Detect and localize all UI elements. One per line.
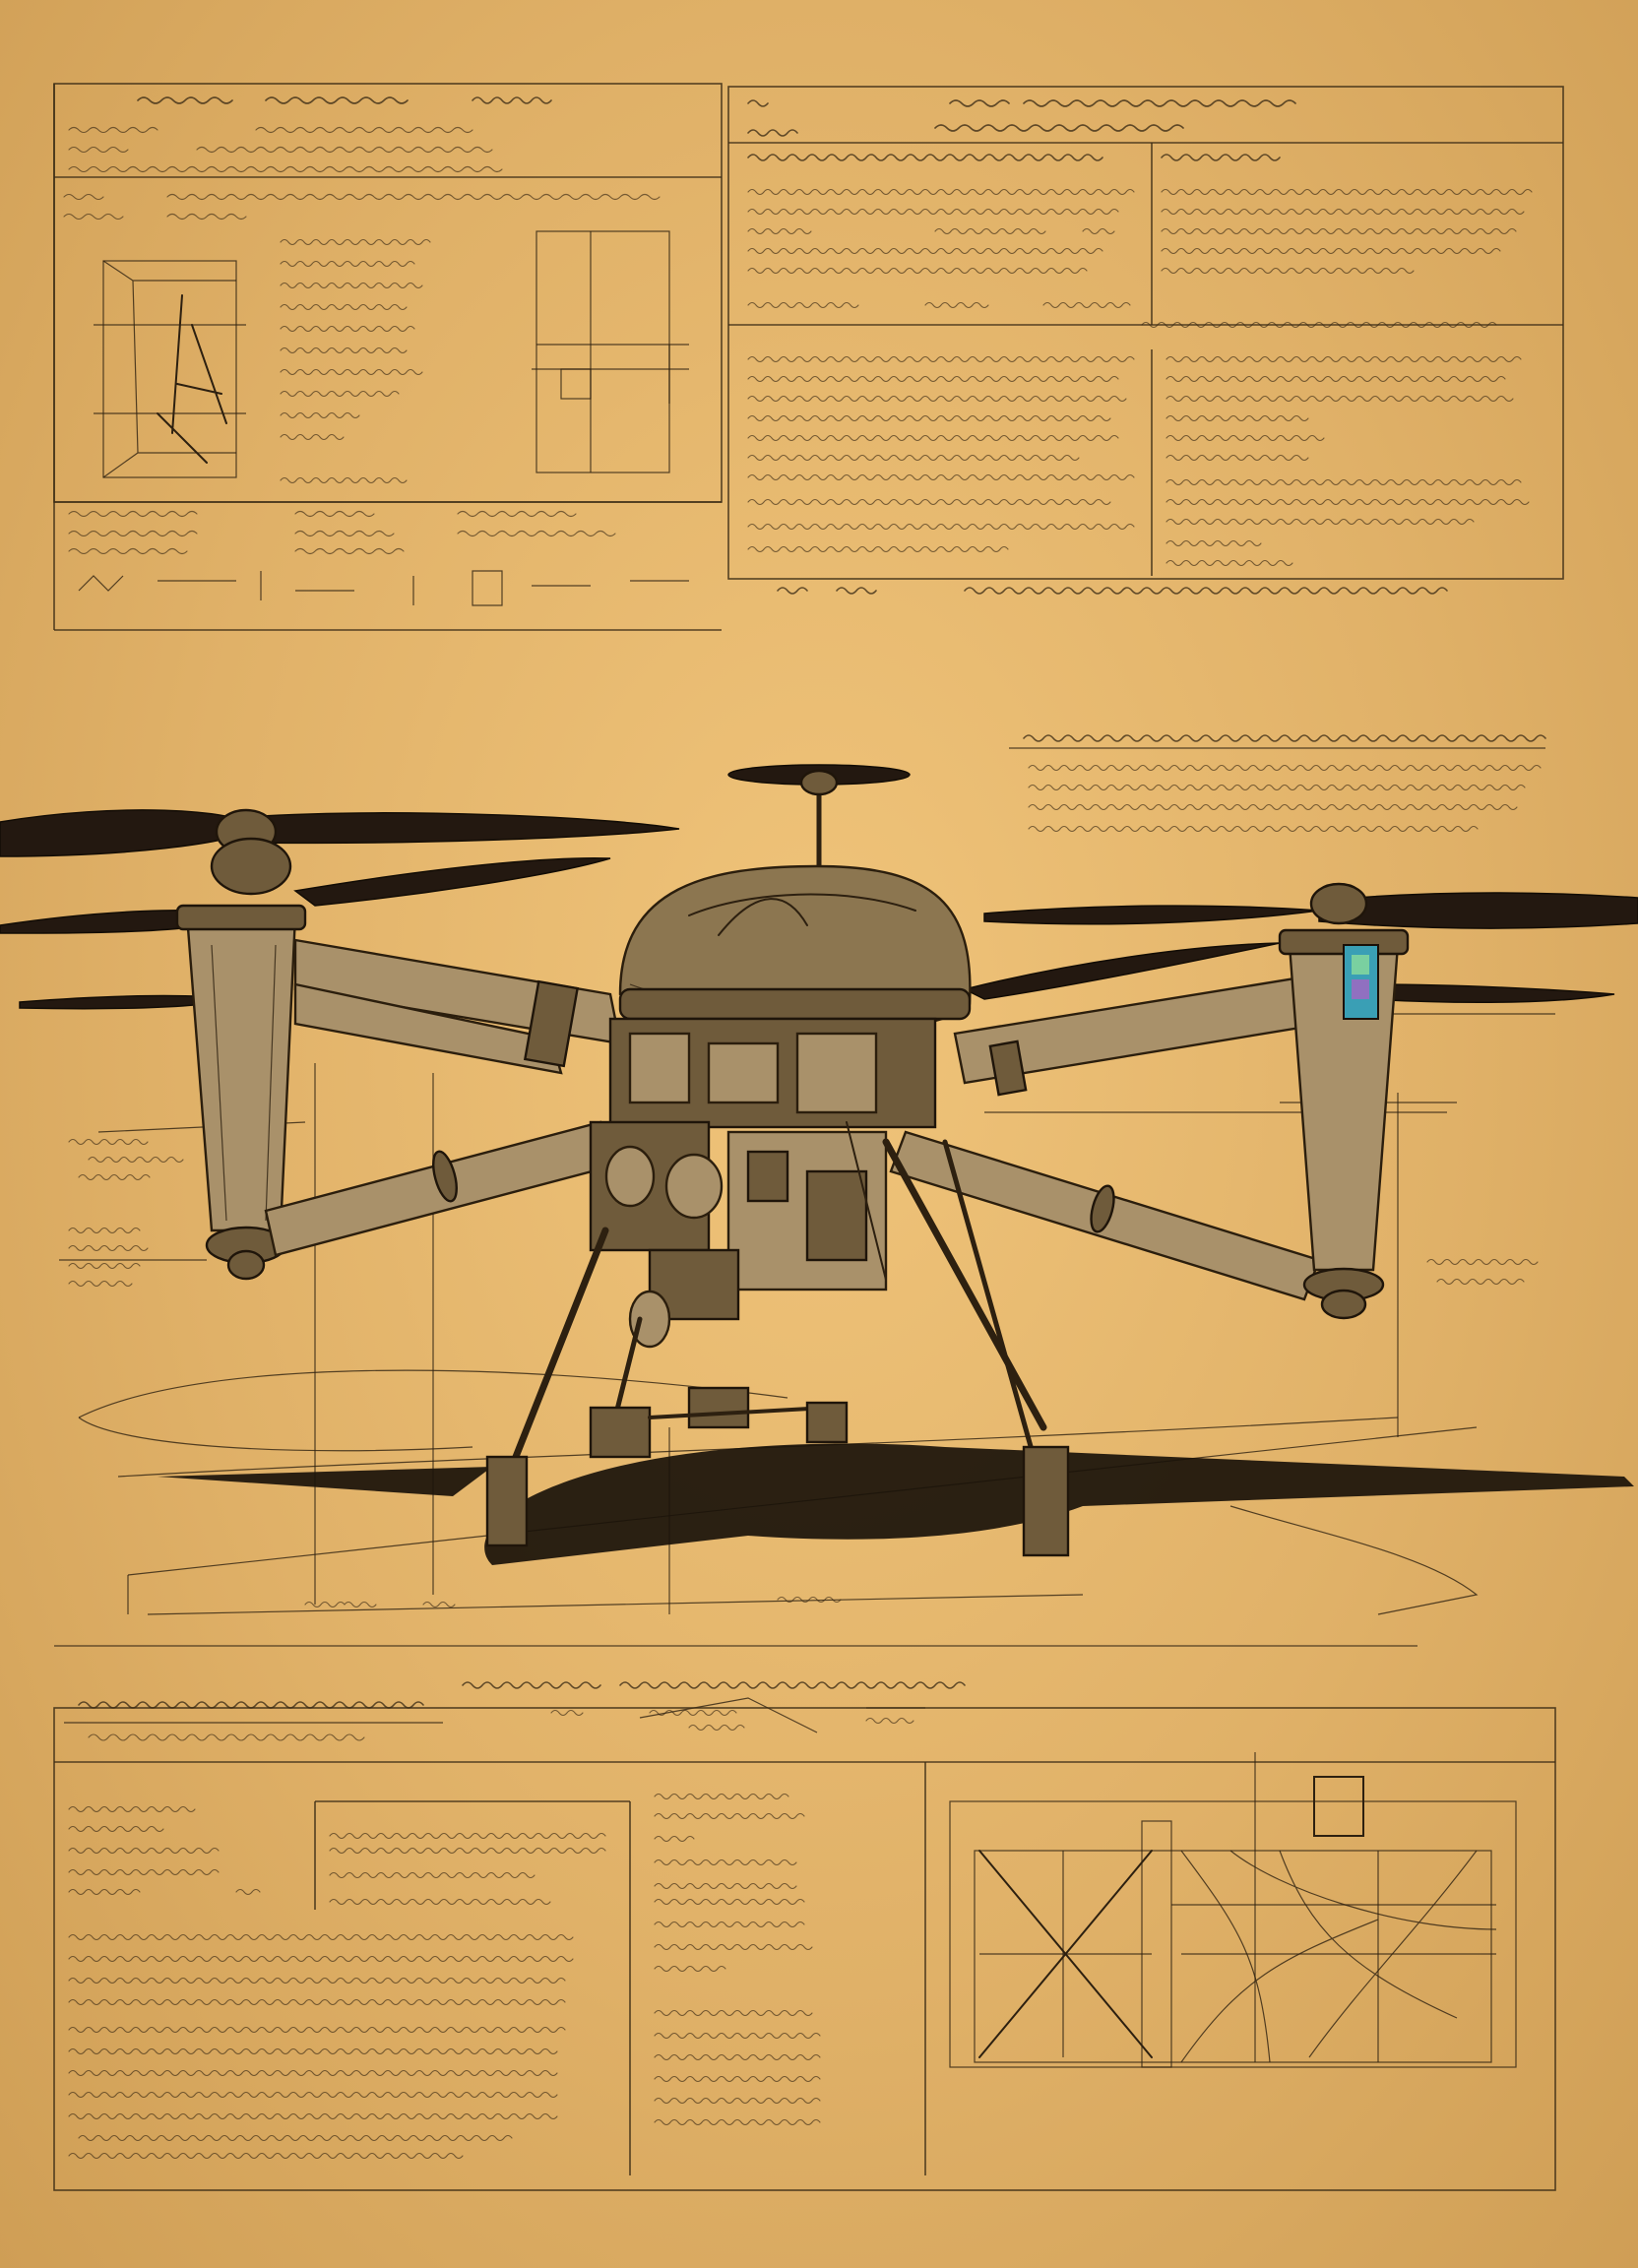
frame-schematic: [950, 1752, 1516, 2067]
payload-electronics: [591, 1019, 935, 1347]
drone-annotation-upper-right: [1009, 735, 1545, 832]
arm-left-lower: [266, 1122, 610, 1255]
top-left-notes-panel: [54, 84, 722, 630]
bottom-spec-panel: [54, 1708, 1555, 2190]
cross-section-sketch: [532, 231, 689, 472]
structure-sketch: [94, 261, 246, 477]
top-right-notes-panel: [728, 87, 1563, 594]
drone-illustration: [0, 765, 1638, 1565]
main-body-dome: [620, 866, 970, 1033]
caption-row: [64, 1682, 965, 1740]
arm-left-upper: [295, 940, 620, 1073]
mast-rotor: [728, 765, 910, 876]
